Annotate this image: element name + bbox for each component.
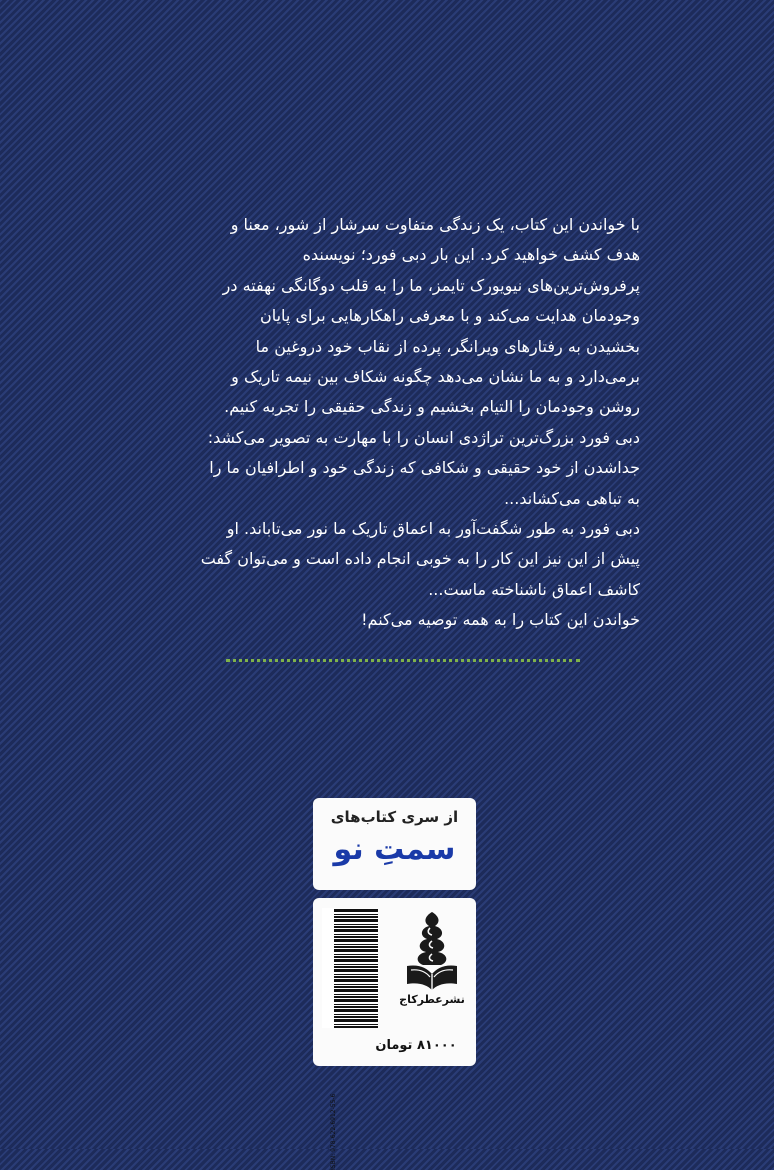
blurb-line: دبی فورد بزرگ‌ترین تراژدی انسان را با مهارت به تصویر می‌کشد: <box>207 427 640 447</box>
series-prefix: از سری کتاب‌های <box>330 808 459 826</box>
publisher-name: نشرعطرکاج <box>399 993 465 1006</box>
isbn-text: ISBN: 978-622-6912-55-6 <box>330 1093 337 1170</box>
barcode <box>322 908 378 1028</box>
blurb-line: خواندن این کتاب را به همه توصیه می‌کنم! <box>361 610 640 630</box>
blurb-line: وجودمان هدایت می‌کند و با معرفی راهکارهایی برای پایان <box>259 306 640 326</box>
blurb-line: به تباهی می‌کشاند... <box>504 488 640 508</box>
publisher-box <box>313 898 476 1170</box>
blurb-line: با خواندن این کتاب، یک زندگی متفاوت سرشار از شور، معنا و <box>230 215 640 234</box>
blurb-line: هدف کشف خواهید کرد. این بار دبی فورد؛ نویسنده <box>302 245 640 265</box>
blurb-line: روشن وجودمان را التیام بخشیم و زندگی حقیقی را تجربه کنیم. <box>224 397 640 417</box>
back-cover-blurb <box>150 210 640 636</box>
pine-cone-book-icon <box>401 910 463 992</box>
blurb-line: بخشیدن به رفتارهای ویرانگر، پرده از نقاب خود دروغین ما <box>255 336 640 356</box>
blurb-line: پیش از این نیز این کار را به خوبی انجام داده است و می‌توان گفت <box>200 549 640 569</box>
blurb-line: کاشف اعماق ناشناخته ماست... <box>428 579 640 599</box>
blurb-line: برمی‌دارد و به ما نشان می‌دهد چگونه شکاف بین نیمه تاریک و <box>231 367 640 387</box>
price-label: ۸۱۰۰۰ تومان <box>375 1038 457 1053</box>
blurb-line: جداشدن از خود حقیقی و شکافی که زندگی خود و اطرافیان ما را <box>209 458 640 478</box>
blurb-line: دبی فورد به طور شگفت‌آور به اعماق تاریک ما نور می‌تاباند. او <box>226 519 640 539</box>
blurb-line: پرفروش‌ترین‌های نیویورک تایمز، ما را به قلب دوگانگی نهفته در <box>222 275 640 295</box>
dotted-divider <box>226 659 580 662</box>
series-name: سمتِ نو <box>333 832 456 867</box>
series-label-box <box>313 798 476 890</box>
